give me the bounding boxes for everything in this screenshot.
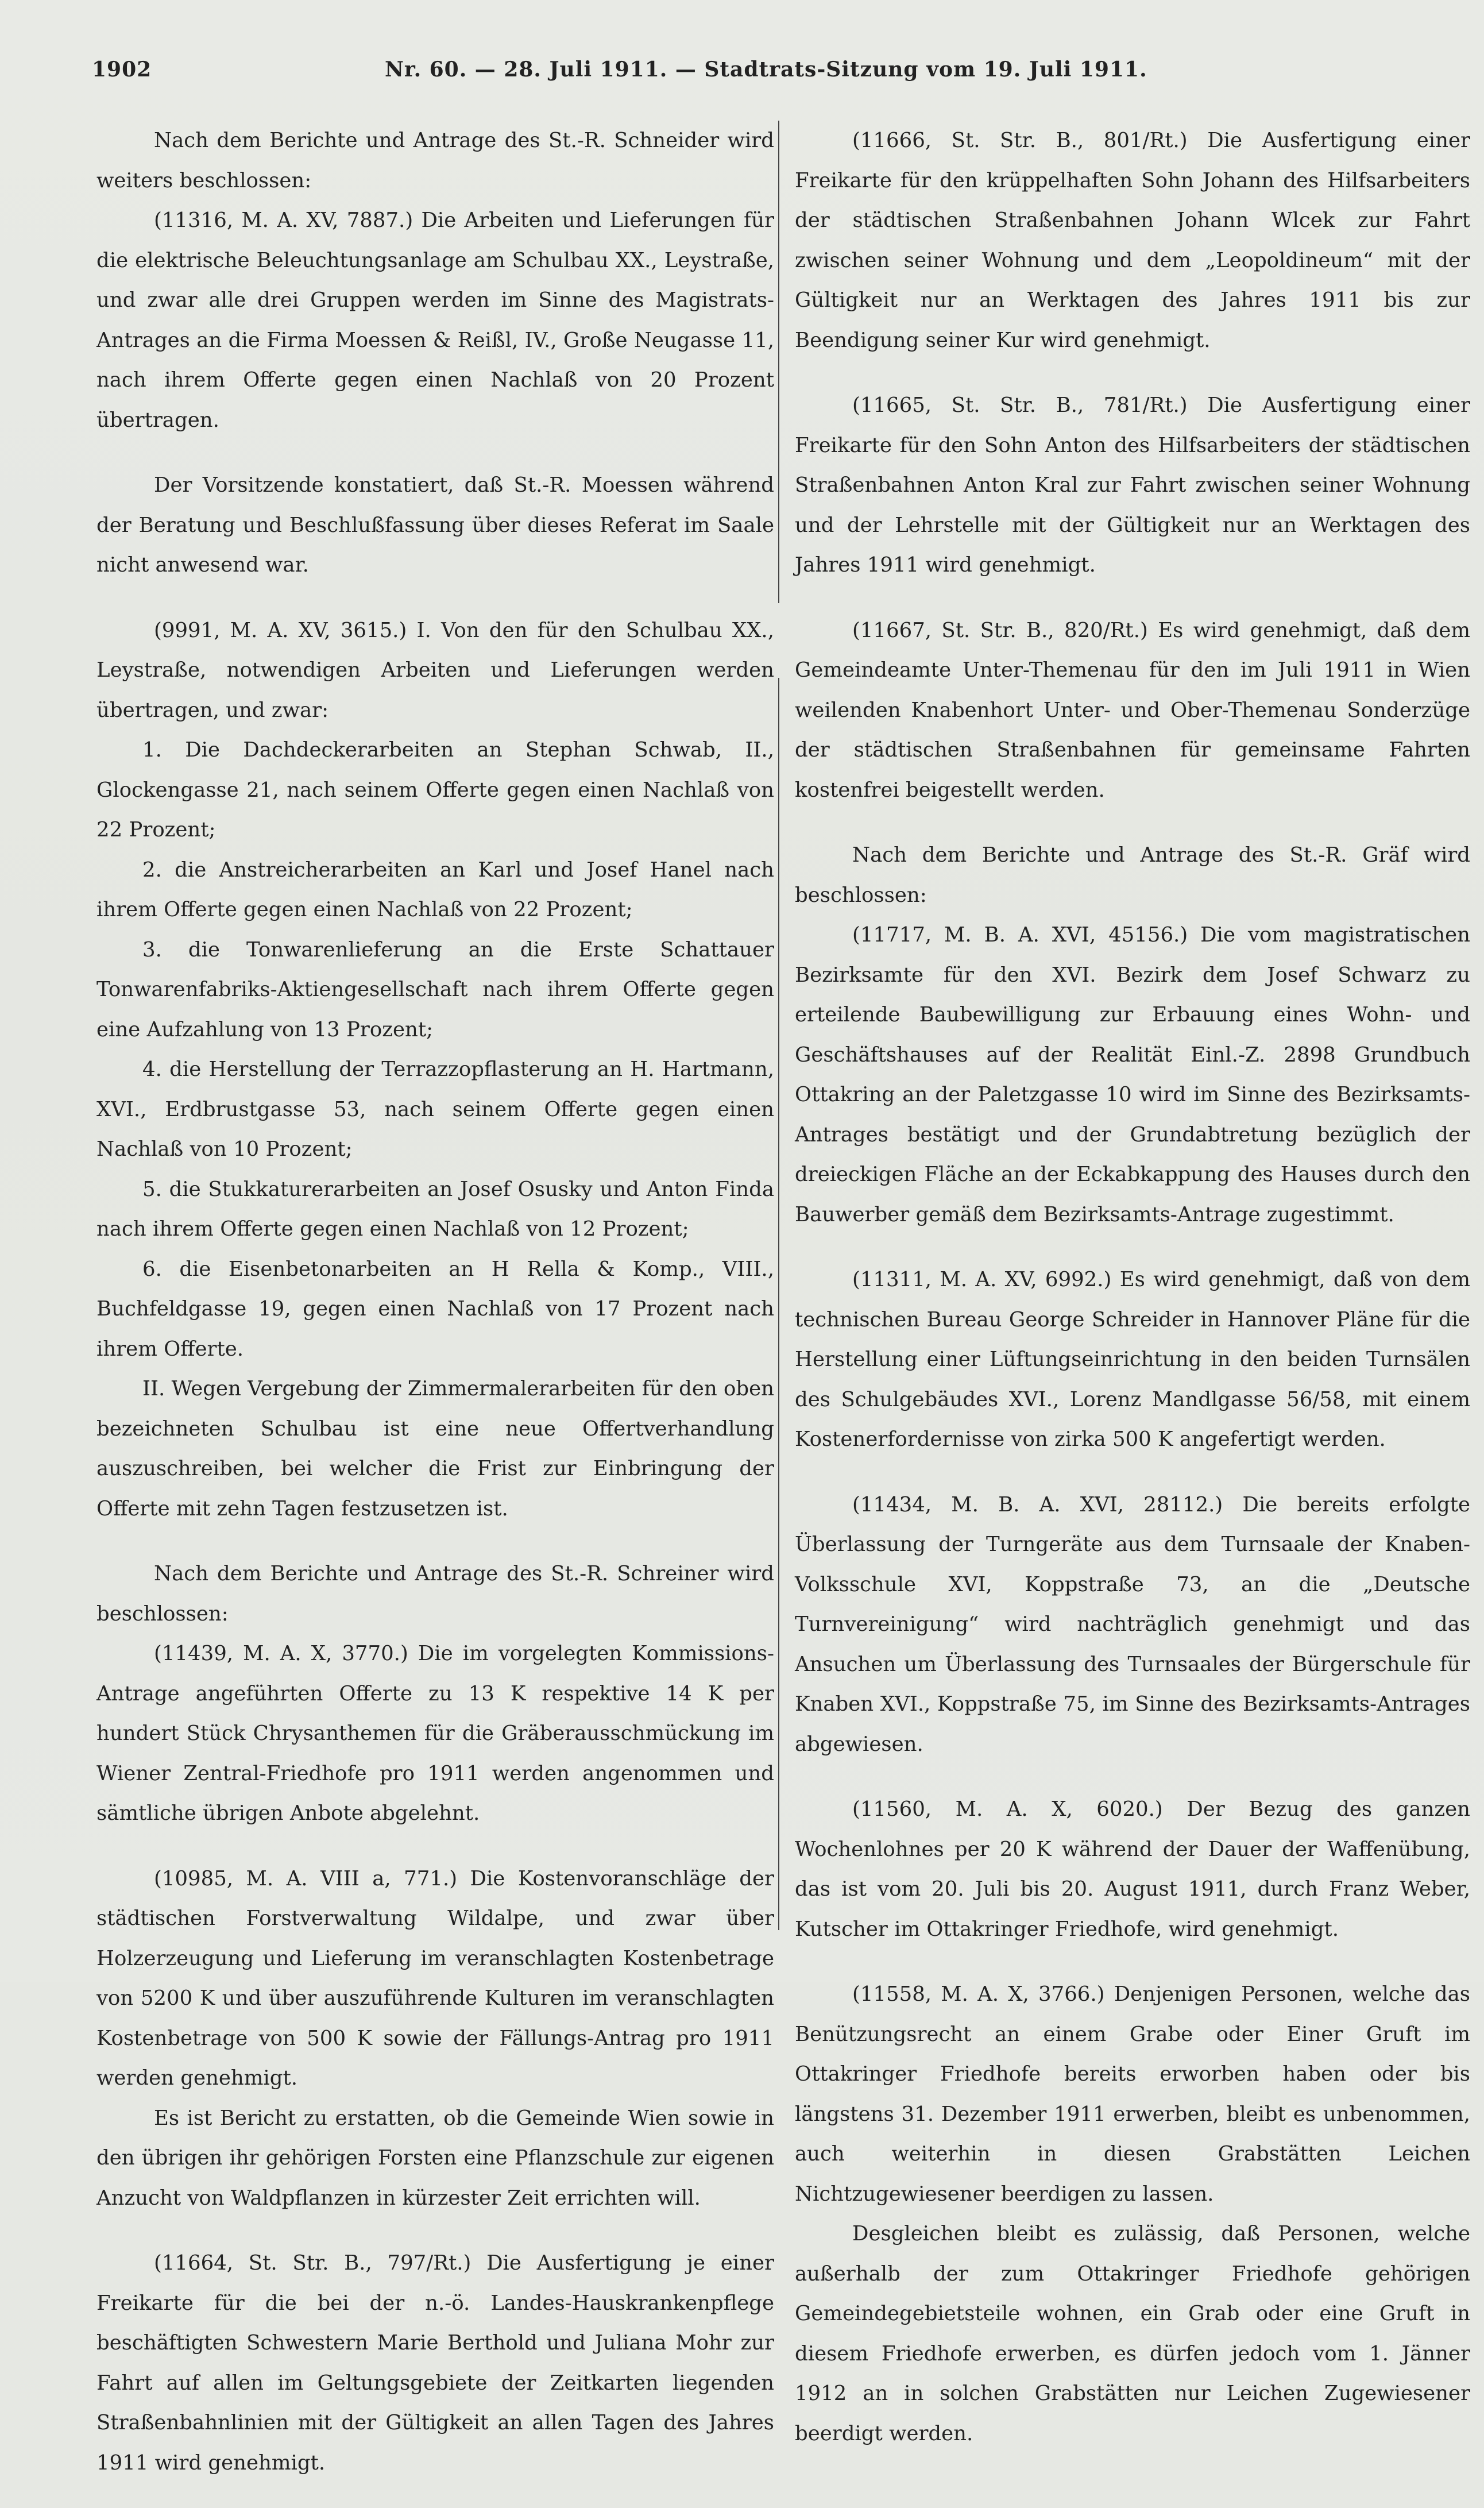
column-divider: [778, 678, 779, 1930]
list-item: 4. die Herstellung der Terrazzopflasterung an H. Hartmann, XVI., Erdbrustgasse 53, nach seinem Offerte gegen einen Nachlaß von 10 Prozent;: [96, 1058, 774, 1161]
paragraph-11667: (11667, St. Str. B., 820/Rt.) Es wird genehmigt, daß dem Gemeindeamte Unter-Themenau für den im Juli 1911 in Wien weilenden Knabenhort Unter- und Ober-Themenau Sonderzüge der städtischen Straßenbahnen für gemeinsame Fahrten kostenfrei beigestellt werden.: [795, 618, 1470, 802]
paragraph-10985-b: Es ist Bericht zu erstatten, ob die Gemeinde Wien sowie in den übrigen ihr gehörigen Forsten eine Pflanzschule zur eigenen Anzucht von Waldpflanzen in kürzester Zeit errichten will.: [96, 2106, 774, 2210]
paragraph-11434: (11434, M. B. A. XVI, 28112.) Die bereits erfolgte Überlassung der Turngeräte aus dem Turnsaale der Knaben-Volksschule XVI, Koppstraße 73, an die „Deutsche Turnvereinigung“ wird nachträglich genehmigt und das Ansuchen um Überlassung des Turnsaales der Bürgerschule für Knaben XVI., Koppstraße 75, im Sinne des Bezirksamts-Antrages abgewiesen.: [795, 1492, 1470, 1756]
paragraph-11665: (11665, St. Str. B., 781/Rt.) Die Ausfertigung einer Freikarte für den Sohn Anton des Hilfsarbeiters der städtischen Straßenbahnen Anton Kral zur Fahrt zwischen seiner Wohnung und der Lehrstelle mit der Gültigkeit nur an Werktagen des Jahres 1911 wird genehmigt.: [795, 393, 1470, 577]
paragraph-9991: (9991, M. A. XV, 3615.) I. Von den für den Schulbau XX., Leystraße, notwendigen Arbeiten und Lieferungen werden übertragen, und zwar:: [96, 618, 774, 722]
section-graef: [795, 835, 1470, 1234]
section-schreiner: [96, 1554, 774, 1834]
list-item: 2. die Anstreicherarbeiten an Karl und Josef Hanel nach ihrem Offerte gegen einen Nachlaß von 22 Prozent;: [96, 858, 774, 921]
list-item: 1. Die Dachdeckerarbeiten an Stephan Schwab, II., Glockengasse 21, nach seinem Offerte gegen einen Nachlaß von 22 Prozent;: [96, 738, 774, 842]
section-intro: Nach dem Berichte und Antrage des St.-R. Schreiner wird beschlossen:: [96, 1562, 774, 1626]
page-header: [92, 57, 1392, 92]
running-head: Nr. 60. — 28. Juli 1911. — Stadtrats-Sitzung vom 19. Juli 1911.: [385, 57, 1147, 82]
page-number: 1902: [92, 57, 152, 82]
paragraph-11666: (11666, St. Str. B., 801/Rt.) Die Ausfertigung einer Freikarte für den krüppelhaften Sohn Johann des Hilfsarbeiters der städtischen Straßenbahnen Johann Wlcek zur Fahrt zwischen seiner Wohnung und dem „Leopoldineum“ mit der Gültigkeit nur an Werktagen des Jahres 1911 bis zur Beendigung seiner Kur wird genehmigt.: [795, 129, 1470, 352]
paragraph-11664: (11664, St. Str. B., 797/Rt.) Die Ausfertigung je einer Freikarte für die bei der n.-ö. Landes-Hauskrankenpflege beschäftigten Schwestern Marie Berthold und Juliana Mohr zur Fahrt auf allen im Geltungsgebiete der Zeitkarten liegenden Straßenbahnlinien mit der Gültigkeit an allen Tagen des Jahres 1911 wird genehmigt.: [96, 2251, 774, 2475]
paragraph-11558-b: Desgleichen bleibt es zulässig, daß Personen, welche außerhalb der zum Ottakringer Friedhofe gehörigen Gemeindegebietsteile wohnen, ein Grab oder eine Gruft in diesem Friedhofe erwerben, es dürfen jedoch vom 1. Jänner 1912 an in solchen Grabstätten nur Leichen Zugewiesener beerdigt werden.: [795, 2222, 1470, 2445]
paragraph-vorsitzende: Der Vorsitzende konstatiert, daß St.-R. Moessen während der Beratung und Beschlußfassung über dieses Referat im Saale nicht anwesend war.: [96, 473, 774, 577]
right-column: [795, 121, 1470, 2479]
section-schneider: [96, 121, 774, 440]
paragraph-11717: (11717, M. B. A. XVI, 45156.) Die vom magistratischen Bezirksamte für den XVI. Bezirk dem Josef Schwarz zu erteilende Baubewilligung zur Erbauung eines Wohn- und Geschäftshauses auf der Realität Einl.-Z. 2898 Grundbuch Ottakring an der Paletzgasse 10 wird im Sinne des Bezirksamts-Antrages bestätigt und der Grundabtretung bezüglich der dreieckigen Fläche an der Eckabkappung des Hauses durch den Bauwerber gemäß dem Bezirksamts-Antrage zugestimmt.: [795, 923, 1470, 1226]
section-intro: Nach dem Berichte und Antrage des St.-R. Schneider wird weiters beschlossen:: [96, 129, 774, 192]
section-intro: Nach dem Berichte und Antrage des St.-R. Gräf wird beschlossen:: [795, 843, 1470, 907]
column-divider: [778, 121, 779, 603]
list-item: 6. die Eisenbetonarbeiten an H Rella & Komp., VIII., Buchfeldgasse 19, gegen einen Nachlaß von 17 Prozent nach ihrem Offerte.: [96, 1257, 774, 1361]
list-item: 5. die Stukkaturerarbeiten an Josef Osusky und Anton Finda nach ihrem Offerte gegen einen Nachlaß von 12 Prozent;: [96, 1177, 774, 1241]
paragraph-9991-ii: II. Wegen Vergebung der Zimmermalerarbeiten für den oben bezeichneten Schulbau ist eine neue Offertverhandlung auszuschreiben, bei welcher die Frist zur Einbringung der Offerte mit zehn Tagen festzusetzen ist.: [96, 1377, 774, 1521]
paragraph-11558: (11558, M. A. X, 3766.) Denjenigen Personen, welche das Benützungsrecht an einem Grabe oder Einer Gruft im Ottakringer Friedhofe bereits erworben haben oder bis längstens 31. Dezember 1911 erwerben, bleibt es unbenommen, auch weiterhin in diesen Grabstätten Leichen Nichtzugewiesener beerdigen zu lassen.: [795, 1982, 1470, 2206]
paragraph-11311: (11311, M. A. XV, 6992.) Es wird genehmigt, daß von dem technischen Bureau George Schreider in Hannover Pläne für die Herstellung einer Lüftungseinrichtung in den beiden Turnsälen des Schulgebäudes XVI., Lorenz Mandlgasse 56/58, mit einem Kostenerfordernisse von zirka 500 K angefertigt werden.: [795, 1268, 1470, 1451]
left-column: [96, 121, 774, 2508]
paragraph-11439: (11439, M. A. X, 3770.) Die im vorgelegten Kommissions-Antrage angeführten Offerte zu 13 K respektive 14 K per hundert Stück Chrysanthemen für die Gräberausschmückung im Wiener Zentral-Friedhofe pro 1911 werden angenommen und sämtliche übrigen Anbote abgelehnt.: [96, 1642, 774, 1825]
paragraph-10985: (10985, M. A. VIII a, 771.) Die Kostenvoranschläge der städtischen Forstverwaltung Wildalpe, und zwar über Holzerzeugung und Lieferung im veranschlagten Kostenbetrage von 5200 K und über auszuführende Kulturen im veranschlagten Kostenbetrage von 500 K sowie der Fällungs-Antrag pro 1911 werden genehmigt.: [96, 1866, 774, 2090]
list-item: 3. die Tonwarenlieferung an die Erste Schattauer Tonwarenfabriks-Aktiengesellschaft nach ihrem Offerte gegen eine Aufzahlung von 13 Prozent;: [96, 937, 774, 1041]
paragraph-11560: (11560, M. A. X, 6020.) Der Bezug des ganzen Wochenlohnes per 20 K während der Dauer der Waffenübung, das ist vom 20. Juli bis 20. August 1911, durch Franz Weber, Kutscher im Ottakringer Friedhofe, wird genehmigt.: [795, 1797, 1470, 1941]
paragraph-11316: (11316, M. A. XV, 7887.) Die Arbeiten und Lieferungen für die elektrische Beleuchtungsanlage am Schulbau XX., Leystraße, und zwar alle drei Gruppen werden im Sinne des Magistrats-Antrages an die Firma Moessen & Reißl, IV., Große Neugasse 11, nach ihrem Offerte gegen einen Nachlaß von 20 Prozent übertragen.: [96, 209, 774, 432]
section-9991: [96, 611, 774, 1529]
